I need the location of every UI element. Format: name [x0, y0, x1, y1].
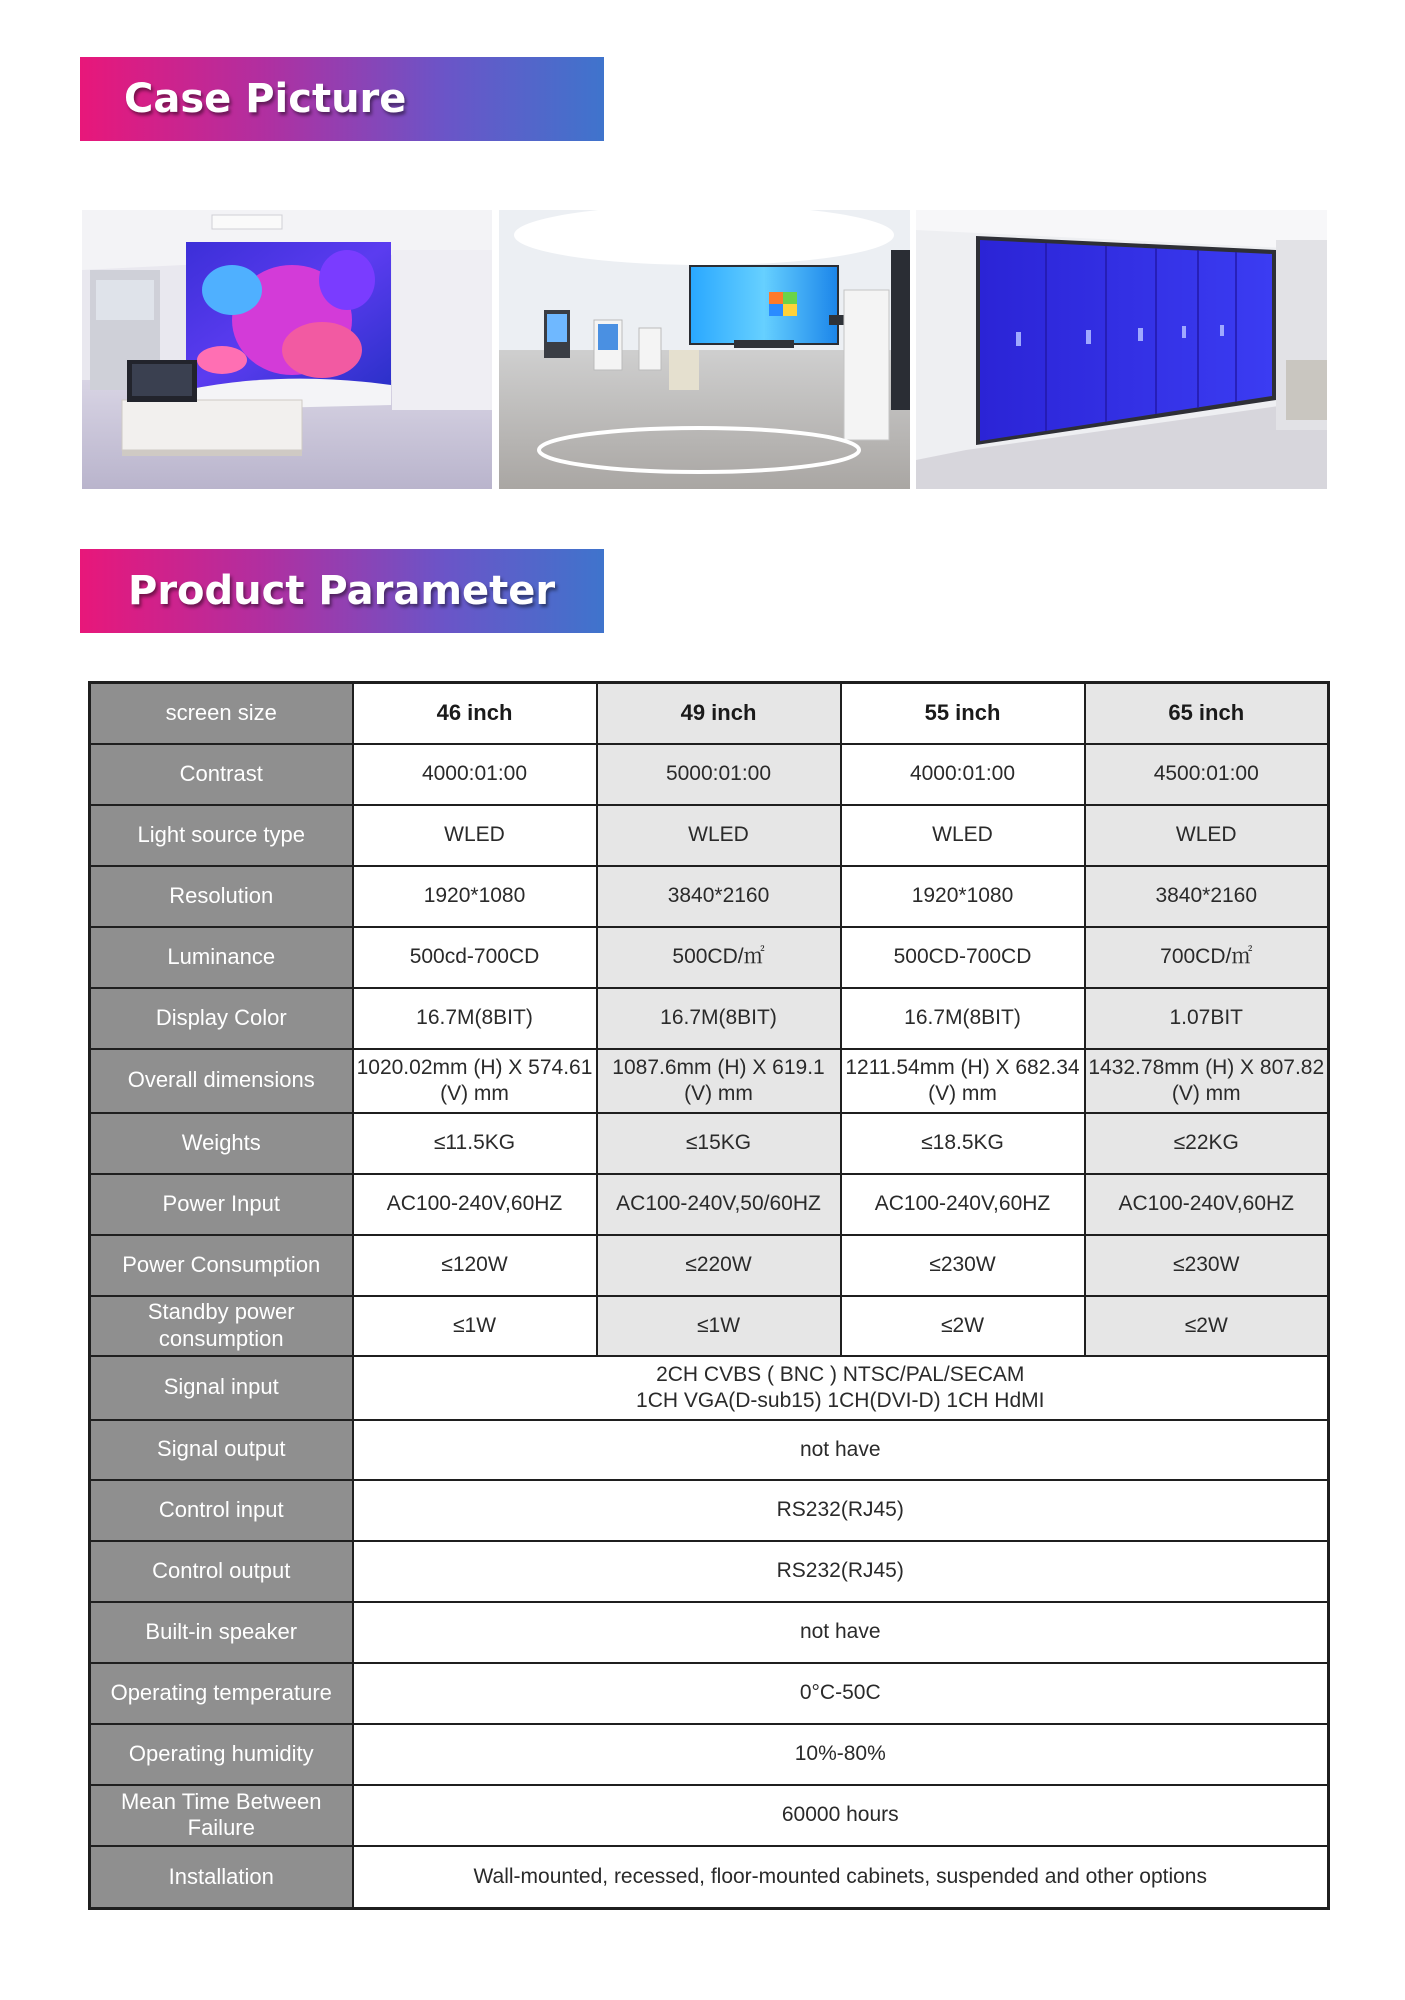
- row-label: Power Input: [90, 1174, 353, 1235]
- case-photo-long-video-wall: [916, 210, 1327, 489]
- row-label: Control input: [90, 1480, 353, 1541]
- case-photo-conference-room: [82, 210, 492, 489]
- row-label: Light source type: [90, 805, 353, 866]
- common-cell: not have: [353, 1602, 1329, 1663]
- row-label: Overall dimensions: [90, 1049, 353, 1113]
- cell: 500CD/㎡: [597, 927, 841, 988]
- cell-line: 1CH VGA(D-sub15) 1CH(DVI-D) 1CH HdMI: [636, 1388, 1045, 1412]
- cell-line: 2CH CVBS ( BNC ) NTSC/PAL/SECAM: [656, 1363, 1025, 1387]
- cell: ≤120W: [353, 1235, 597, 1296]
- cell: AC100-240V,60HZ: [841, 1174, 1085, 1235]
- cell: AC100-240V,60HZ: [1085, 1174, 1329, 1235]
- table-row-common: [90, 1541, 1329, 1602]
- cell: ≤1W: [597, 1296, 841, 1356]
- row-label: Control output: [90, 1541, 353, 1602]
- common-cell: [353, 1356, 1329, 1420]
- cell: ≤2W: [841, 1296, 1085, 1356]
- table-row-common: [90, 1356, 1329, 1420]
- common-cell: 10%-80%: [353, 1724, 1329, 1785]
- cell: 16.7M(8BIT): [841, 988, 1085, 1049]
- table-header-row: [90, 683, 1329, 744]
- table-row: [90, 1296, 1329, 1356]
- table-row: [90, 1174, 1329, 1235]
- table-row-common: [90, 1785, 1329, 1846]
- row-label: Weights: [90, 1113, 353, 1174]
- cell: 500CD-700CD: [841, 927, 1085, 988]
- table-row: [90, 866, 1329, 927]
- header-size-65: 65 inch: [1085, 683, 1329, 744]
- cell: AC100-240V,50/60HZ: [597, 1174, 841, 1235]
- cell: ≤11.5KG: [353, 1113, 597, 1174]
- row-label: Power Consumption: [90, 1235, 353, 1296]
- cell: 1920*1080: [841, 866, 1085, 927]
- table-row-common: [90, 1480, 1329, 1541]
- cell: 3840*2160: [1085, 866, 1329, 927]
- cell: ≤22KG: [1085, 1113, 1329, 1174]
- row-label: Signal output: [90, 1420, 353, 1480]
- table-row: [90, 927, 1329, 988]
- row-label: Mean Time Between Failure: [90, 1785, 353, 1846]
- product-parameter-title: Product Parameter: [128, 568, 556, 614]
- row-label: Signal input: [90, 1356, 353, 1420]
- table-row-common: [90, 1602, 1329, 1663]
- common-cell: Wall-mounted, recessed, floor-mounted cabinets, suspended and other options: [353, 1846, 1329, 1909]
- cell: 3840*2160: [597, 866, 841, 927]
- table-row: [90, 805, 1329, 866]
- row-label: Installation: [90, 1846, 353, 1909]
- case-picture-title: Case Picture: [124, 76, 407, 122]
- table-row-common: [90, 1846, 1329, 1909]
- cell: 500cd-700CD: [353, 927, 597, 988]
- table-row: [90, 988, 1329, 1049]
- table-row-common: [90, 1420, 1329, 1480]
- cell: 1020.02mm (H) X 574.61 (V) mm: [353, 1049, 597, 1113]
- case-photo-showroom: [499, 210, 910, 489]
- row-label: Luminance: [90, 927, 353, 988]
- common-cell: 0°C-50C: [353, 1663, 1329, 1724]
- row-label: Built-in speaker: [90, 1602, 353, 1663]
- table-row: [90, 744, 1329, 805]
- cell: WLED: [597, 805, 841, 866]
- row-label: Operating temperature: [90, 1663, 353, 1724]
- row-label: Resolution: [90, 866, 353, 927]
- row-label: Operating humidity: [90, 1724, 353, 1785]
- cell: AC100-240V,60HZ: [353, 1174, 597, 1235]
- cell: WLED: [1085, 805, 1329, 866]
- cell: ≤230W: [1085, 1235, 1329, 1296]
- row-label: Contrast: [90, 744, 353, 805]
- cell: 1920*1080: [353, 866, 597, 927]
- cell: 4000:01:00: [353, 744, 597, 805]
- common-cell: not have: [353, 1420, 1329, 1480]
- header-size-55: 55 inch: [841, 683, 1085, 744]
- common-cell: RS232(RJ45): [353, 1480, 1329, 1541]
- header-label: screen size: [90, 683, 353, 744]
- cell: 16.7M(8BIT): [353, 988, 597, 1049]
- cell: ≤1W: [353, 1296, 597, 1356]
- row-label: Standby power consumption: [90, 1296, 353, 1356]
- cell: ≤18.5KG: [841, 1113, 1085, 1174]
- common-cell: RS232(RJ45): [353, 1541, 1329, 1602]
- cell: 4000:01:00: [841, 744, 1085, 805]
- cell: 1211.54mm (H) X 682.34 (V) mm: [841, 1049, 1085, 1113]
- cell: ≤2W: [1085, 1296, 1329, 1356]
- cell: ≤230W: [841, 1235, 1085, 1296]
- cell: 4500:01:00: [1085, 744, 1329, 805]
- table-row: [90, 1113, 1329, 1174]
- table-row-common: [90, 1663, 1329, 1724]
- cell: 1432.78mm (H) X 807.82 (V) mm: [1085, 1049, 1329, 1113]
- header-size-46: 46 inch: [353, 683, 597, 744]
- table-row-common: [90, 1724, 1329, 1785]
- cell: 16.7M(8BIT): [597, 988, 841, 1049]
- cell: WLED: [841, 805, 1085, 866]
- table-row: [90, 1049, 1329, 1113]
- parameter-table: [88, 681, 1330, 1910]
- cell: ≤220W: [597, 1235, 841, 1296]
- cell: 700CD/㎡: [1085, 927, 1329, 988]
- cell: ≤15KG: [597, 1113, 841, 1174]
- product-parameter-banner: [80, 549, 604, 633]
- cell: 1.07BIT: [1085, 988, 1329, 1049]
- cell: WLED: [353, 805, 597, 866]
- cell: 5000:01:00: [597, 744, 841, 805]
- header-size-49: 49 inch: [597, 683, 841, 744]
- table-row: [90, 1235, 1329, 1296]
- row-label: Display Color: [90, 988, 353, 1049]
- case-picture-banner: [80, 57, 604, 141]
- cell: 1087.6mm (H) X 619.1 (V) mm: [597, 1049, 841, 1113]
- common-cell: 60000 hours: [353, 1785, 1329, 1846]
